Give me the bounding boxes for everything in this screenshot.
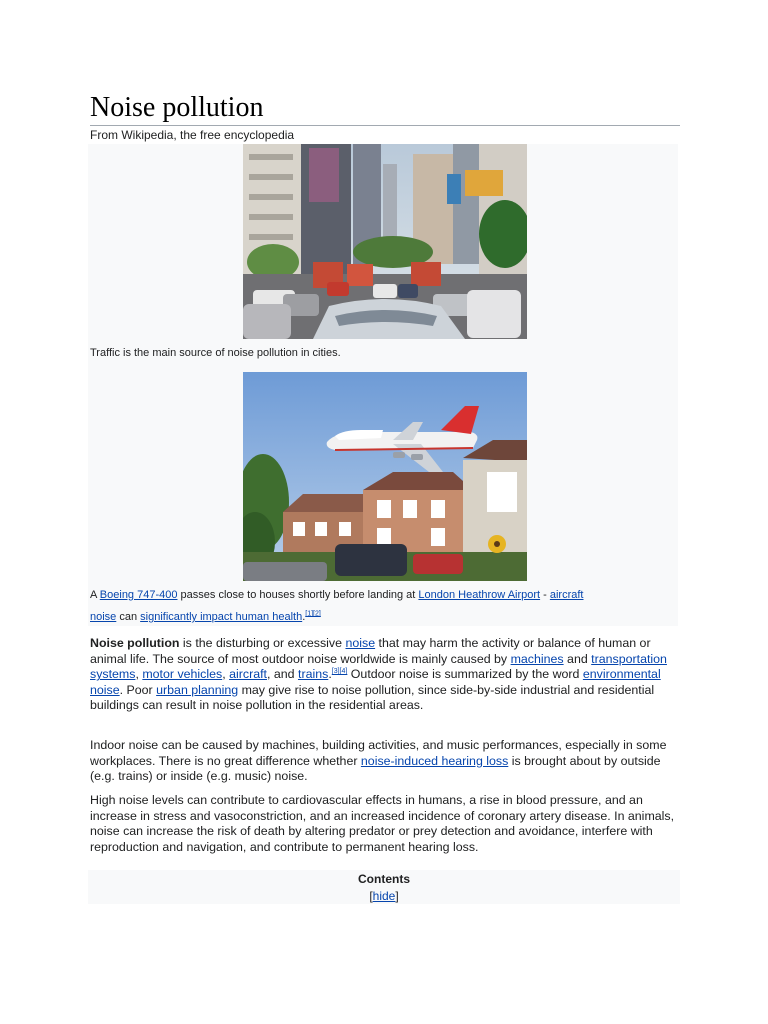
- aircraft-illustration: [243, 372, 527, 581]
- table-of-contents: [88, 870, 680, 904]
- paragraph-text: and: [563, 651, 592, 666]
- link-noise-induced-hearing-loss[interactable]: noise-induced hearing loss: [360, 753, 509, 768]
- toc-title: Contents: [358, 872, 410, 886]
- traffic-illustration: [243, 144, 527, 339]
- bracket-open: [: [369, 889, 373, 903]
- link-urban-planning[interactable]: urban planning: [156, 682, 239, 697]
- link-environmental-noise[interactable]: environmental noise: [90, 667, 661, 697]
- paragraph-text: may give rise to noise pollution, since side-by-side industrial and residential buildings can result in noise pollution in the residential areas.: [90, 682, 655, 713]
- link-motor-vehicles[interactable]: motor vehicles: [142, 667, 223, 682]
- link-aircraft[interactable]: aircraft: [229, 667, 267, 682]
- citation-3-4[interactable]: [3][4]: [331, 668, 348, 676]
- paragraph-text: Outdoor noise is summarized by the word: [347, 667, 583, 682]
- link-noise[interactable]: noise: [345, 636, 376, 650]
- paragraph-text: . Poor: [119, 682, 157, 697]
- caption-text: can: [116, 611, 141, 623]
- link-aircraft-noise[interactable]: aircraft noise: [90, 589, 584, 623]
- aircraft-image[interactable]: [243, 372, 527, 581]
- paragraph-text: is the disturbing or excessive: [179, 636, 346, 650]
- link-trains[interactable]: trains: [298, 667, 329, 682]
- link-machines[interactable]: machines: [510, 651, 564, 666]
- tagline: From Wikipedia, the free encyclopedia: [90, 128, 295, 142]
- indoor-noise-paragraph: [90, 738, 680, 785]
- paragraph-text: .: [328, 667, 332, 682]
- toc-hide-link[interactable]: hide: [372, 889, 396, 903]
- paragraph-text: that may harm the activity or balance of human or animal life. The source of most outdoor noise worldwide is mainly caused by: [90, 636, 651, 666]
- health-effects-paragraph: High noise levels can contribute to cardiovascular effects in humans, a rise in blood pressure, and an increase in stress and vasoconstriction, and an increased incidence of coronary artery disease. In animals, noise can increase the risk of death by altering predator or prey detection and avoidance, interfere with reproduction and navigation, and contribute to permanent hearing loss.: [90, 793, 675, 854]
- caption-text: .: [302, 611, 306, 623]
- caption-text: passes close to houses shortly before landing at: [177, 589, 419, 601]
- paragraph-text: Indoor noise can be caused by machines, building activities, and music performances, especially in some workplaces. There is no great difference whether: [90, 738, 667, 768]
- citation-1-2[interactable]: [1][2]: [305, 610, 321, 618]
- bracket-close: ]: [395, 889, 399, 903]
- figure-caption-2: [90, 584, 610, 628]
- link-london-heathrow-airport[interactable]: London Heathrow Airport: [418, 589, 541, 601]
- paragraph-text: , and: [266, 667, 298, 682]
- intro-paragraph: [90, 636, 680, 714]
- page-title: Noise pollution: [90, 92, 680, 126]
- paragraph-text: ,: [135, 667, 143, 682]
- paragraph-text: is brought about by outside (e.g. trains) or inside (e.g. music) noise.: [90, 753, 661, 784]
- link-significantly-impact-human-health[interactable]: significantly impact human health: [140, 611, 303, 623]
- link-boeing-747-400[interactable]: Boeing 747-400: [99, 589, 178, 601]
- toc-toggle: [88, 887, 680, 905]
- figure-caption-1: Traffic is the main source of noise pollution in cities.: [90, 347, 341, 359]
- caption-text: A: [90, 589, 100, 601]
- link-transportation-systems[interactable]: transportation systems: [90, 651, 667, 682]
- traffic-image[interactable]: [243, 144, 527, 339]
- caption-text: -: [540, 589, 550, 601]
- paragraph-text: ,: [222, 667, 230, 682]
- bold-term: Noise pollution: [90, 636, 180, 650]
